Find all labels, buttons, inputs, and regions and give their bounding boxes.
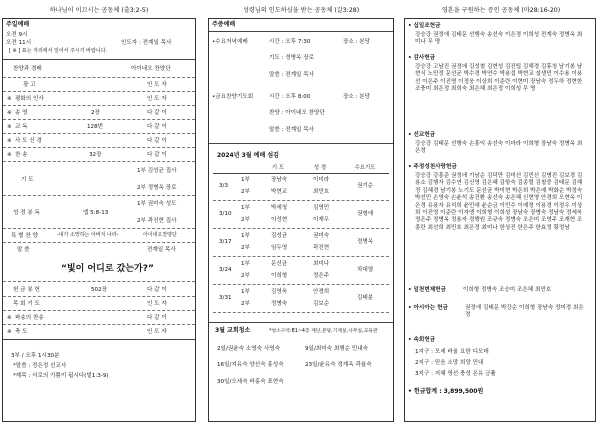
section-mission-body: 강승강 김태문 선행숙 손흥익 송선숙 이마라 이희형 장남숙 정병옥 최은정: [415, 141, 583, 155]
duty-separator: [213, 228, 389, 229]
prayer-leader-2: 2부 정병옥 장로: [137, 185, 177, 191]
duty-date: 3/3: [219, 183, 229, 189]
weekday-section-title: 주중예배: [212, 21, 236, 28]
duty-title: 2024년 3월 예배 섬김: [217, 152, 279, 159]
column-sunday-worship: [0, 0, 198, 424]
duty-part: 2부: [241, 245, 250, 251]
cleaning-desc: *청소구역:B1~4층 계단,본당,기계실,사무실,교육관: [269, 329, 378, 334]
order-item-hymn: 찬 송: [15, 152, 28, 158]
duty-reading: 김영민: [313, 205, 330, 211]
stand-mark: ※: [7, 329, 12, 335]
cleaning-title: 3월 교회청소: [215, 327, 251, 334]
reader-2: 2부 곽진현 집사: [137, 218, 177, 224]
column-title: 하나님이 이끄시는 공동체 (출3:2-5): [49, 7, 149, 14]
duty-wednesday: 차대열: [357, 267, 374, 273]
duty-wednesday: 김태분: [357, 295, 374, 301]
column-weekday-worship: [206, 0, 396, 424]
order-item-right: 인 도 자: [147, 96, 167, 102]
offering-total: • 헌금합계 : 3,899,500원: [408, 388, 484, 395]
sermon-title: “빛이 어디로 갔는가?”: [61, 264, 154, 274]
order-item-benediction: 축 도: [15, 329, 28, 335]
order-item-right: 인 도 자: [147, 82, 167, 88]
duty-prayer: 장남숙: [271, 177, 288, 183]
duty-reading: 최미나: [313, 261, 330, 267]
order-item-announcement: 광 고: [23, 82, 36, 88]
duty-date: 3/10: [219, 211, 232, 217]
section-thanks-head: • 감사헌금: [408, 55, 436, 61]
duty-wednesday: 권기순: [357, 183, 374, 189]
weekday-worship-box: [208, 18, 394, 422]
duty-separator: [213, 284, 389, 285]
offerings-box: [404, 18, 596, 422]
order-item-right: 다 같 이: [147, 124, 167, 130]
duty-wednesday: 권형애: [357, 211, 374, 217]
duty-prayer: 문선균: [271, 261, 288, 267]
cleaning-item: 16일/지유숙 양선숙 홍성숙: [217, 362, 284, 368]
order-item-right: 다 같 이: [147, 315, 167, 321]
order-item-mid: 32장: [89, 152, 102, 158]
stand-mark: ※: [7, 152, 12, 158]
order-item-creed: 사 도 신 경: [15, 138, 42, 144]
friday-praise: 찬양 : 아이네오 찬양단: [269, 110, 325, 116]
order-item-responsive: 교 독: [15, 124, 28, 130]
order-item-right: 다 같 이: [147, 287, 167, 293]
order-item-right: 다 같 이: [147, 110, 167, 116]
cell-district-3: 3지구 : 지혜 영선 충성 온유 긍휼: [415, 371, 496, 377]
cell-district-2: 2지구 : 믿음 소망 희망 민내: [415, 360, 484, 366]
third-service-time: 3부 / 오후 1시30분: [11, 353, 60, 359]
order-item-right: 다 같 이: [147, 138, 167, 144]
duty-prayer: 임두영: [271, 245, 288, 251]
stand-mark: ※: [7, 110, 12, 116]
wednesday-label: •수요저녁예배: [212, 39, 248, 45]
duty-table: [213, 164, 389, 174]
column-title: 성령님의 인도하심을 받는 공동체 (갈3:28): [242, 7, 360, 14]
order-item-mid: 502장: [91, 287, 108, 293]
duty-separator: [213, 312, 389, 313]
duty-date: 3/17: [219, 239, 232, 245]
order-item-right: 인 도 자: [147, 329, 167, 335]
friday-time: 시간 : 오후 8:00: [269, 94, 311, 100]
stand-mark: ※: [7, 315, 12, 321]
section-thanks-body: 강승강 고남진 권정애 김성철 김현성 김진팁 김해경 김휴청 남기봉 남현식 노민정 문선균 박수경 박연수 박용섭 박현교 설생민 이수용 이용선 이은주 이진명 이정웅 이상희 이준란 이현미 장남숙 정두하 정현한 조충미 최은정 최희숙 최은혜 최은정 이희성 무 명: [415, 64, 583, 93]
duty-part: 1부: [241, 289, 250, 295]
column-offerings: [404, 0, 598, 424]
order-item-pastoral-prayer: 목 회 기 도: [13, 301, 40, 307]
cleaning-item: 9일/최미숙 최행순 민내숙: [305, 346, 369, 352]
duty-header-prayer: 기 도: [271, 165, 285, 172]
duty-part: 2부: [241, 217, 250, 223]
cleaning-item: 23일/윤유숙 정재옥 곽율숙: [305, 362, 372, 368]
duty-part: 1부: [241, 233, 250, 239]
section-love-head: • 주정성천사랑헌금: [408, 164, 457, 170]
sermon-preacher: 전계일 목사: [147, 247, 176, 253]
friday-sermon: 말씀 : 전계일 목사: [269, 127, 315, 133]
section-asia-head: • 아시아는 헌금: [408, 305, 448, 311]
duty-part: 2부: [241, 301, 250, 307]
duty-prayer: 김영욱: [271, 289, 288, 295]
special-team: 아이네오찬양단: [143, 232, 177, 238]
duty-reading: 권미숙: [313, 233, 330, 239]
order-item-mid: 128번: [87, 124, 104, 130]
order-item-mid: 2장: [91, 110, 100, 116]
prayer-leader-1: 1부 김성균 집사: [137, 168, 177, 174]
sermon-label: 말 씀: [17, 247, 30, 253]
praise-label: 찬양과 경배: [13, 66, 42, 72]
section-tithe-head: • 십일조헌금: [408, 23, 441, 29]
duty-header-wednesday: 수요기도: [354, 165, 376, 172]
third-service-title: *제목 : 서로의 기쁨이 됩시다(빌1:3-9): [13, 373, 109, 379]
friday-label: •금요찬양기도회: [212, 94, 254, 100]
cleaning-item: 2일/권윤숙 소영숙 사영숙: [217, 346, 281, 352]
standing-note: [ ※ ] 표는 자리에서 일어서 주시기 바랍니다.: [9, 48, 108, 54]
order-item-right: 인 도 자: [147, 301, 167, 307]
worship-title: 주일예배: [6, 21, 30, 28]
wednesday-prayer: 기도 : 정병옥 장로: [269, 55, 315, 61]
duty-part: 1부: [241, 205, 250, 211]
wednesday-time: 시간 : 오후 7:30: [269, 39, 311, 45]
worship-time-1: 오전 9시: [6, 32, 28, 38]
duty-part: 2부: [241, 273, 250, 279]
sunday-worship-box: [2, 18, 196, 422]
reading-label: 성 경 봉 독: [13, 210, 40, 216]
column-title: 영혼을 구원하는 증인 공동체 (마28:16-20): [441, 7, 561, 14]
worship-leader: 인도자 : 전계일 목사: [121, 40, 172, 46]
duty-prayer: 정병숙: [271, 301, 288, 307]
duty-reading: 곽진현: [313, 245, 330, 251]
order-item-sending-hymn: 파송의 찬송: [15, 315, 44, 321]
duty-part: 1부: [241, 177, 250, 183]
order-item-greeting: 평화의 인사: [15, 96, 44, 102]
duty-prayer: 이희형: [271, 273, 288, 279]
duty-part: 2부: [241, 189, 250, 195]
section-love-body: 강승강 강흥준 권정애 기남순 김덕만 김미선 김민선 김병진 김보경 김용소 김행자 김수연 김신영 김은혜 김항숙 김종렬 김철중 김태문 김해정 김혜경 남기봉 노기도 문선균 박미현 박은희 박은예 박화순 박정숙 박선민 손영숙 손윤석 송건환 송선숙 송은혜 신현영 안경희 오현옥 이은경 유용자 유석희 윤민애 윤순금 이민수 이예정 이용경 이정우 이상희 이진영 이준란 이자앵 이희형 이희성 장남숙 장병숙 정남숙 정세욱 정은주 정병옥 정용자 정행원 조규숙 정병숙 조은미 조영주 조재현 조흥란 최선희 최민호 최은정 최미나 한상진 한은주 한효정 황정남: [415, 173, 583, 231]
duty-reading: 김보순: [313, 301, 330, 307]
stand-mark: ※: [7, 138, 12, 144]
special-label: 특 별 찬 양: [11, 233, 38, 239]
duty-separator: [213, 256, 389, 257]
praise-team: 아이네오 찬양단: [131, 66, 171, 72]
duty-reading: 안경희: [313, 289, 330, 295]
section-burnt-body: 이희형 정병숙 조승미 조은혜 최민호: [463, 287, 552, 293]
order-item-offering: 헌 금 봉 헌: [13, 287, 40, 293]
duty-prayer: 박현교: [271, 189, 288, 195]
section-cell-head: • 속회헌금: [408, 337, 436, 343]
duty-prayer: 이성현: [271, 217, 288, 223]
section-asia-body: 권정애 김태문 박강순 이희형 장남숙 정미경 최은정: [465, 305, 584, 319]
section-burnt-head: • 일천번제헌금: [408, 287, 446, 293]
worship-time-2: 오전 11시: [6, 40, 32, 46]
cell-district-1: 1지구 : 모세 바울 요한 디모데: [415, 349, 489, 355]
duty-header-reading: 성 경: [313, 165, 327, 172]
duty-reading: 이재우: [313, 217, 330, 223]
special-song: -내가 소망하는 아버지 나라-: [57, 232, 119, 238]
duty-reading: 이미라: [313, 177, 330, 183]
stand-mark: ※: [7, 96, 12, 102]
duty-prayer: 박세청: [271, 205, 288, 211]
wednesday-sermon: 말씀 : 전계일 목사: [269, 72, 315, 78]
prayer-label: 기 도: [21, 177, 34, 183]
reader-1: 1부 권미숙 성도: [137, 201, 177, 207]
duty-reading: 정은주: [313, 273, 330, 279]
duty-reading: 최민호: [313, 189, 330, 195]
friday-place: 장소 : 본당: [343, 94, 371, 100]
duty-part: 1부: [241, 261, 250, 267]
third-service-speaker: *말씀 : 정은정 선교사: [13, 363, 67, 369]
order-item-doxology: 송 영: [15, 110, 28, 116]
duty-date: 3/24: [219, 267, 232, 273]
order-item-right: 다 같 이: [147, 152, 167, 158]
wednesday-place: 장소 : 본당: [343, 39, 371, 45]
duty-separator: [213, 200, 389, 201]
section-tithe-body: 강승강 권정애 김태문 선행숙 송선숙 이은경 이희성 전계숙 정병옥 최미나 무 명: [415, 32, 583, 46]
duty-prayer: 김성균: [271, 233, 288, 239]
reading-ref: 엡 5:8-13: [83, 210, 109, 216]
duty-wednesday: 정병옥: [357, 239, 374, 245]
cleaning-item: 30일/오세숙 바홍숙 표현숙: [217, 379, 284, 385]
section-mission-head: • 선교헌금: [408, 132, 436, 138]
duty-date: 3/31: [219, 295, 232, 301]
stand-mark: ※: [7, 124, 12, 130]
